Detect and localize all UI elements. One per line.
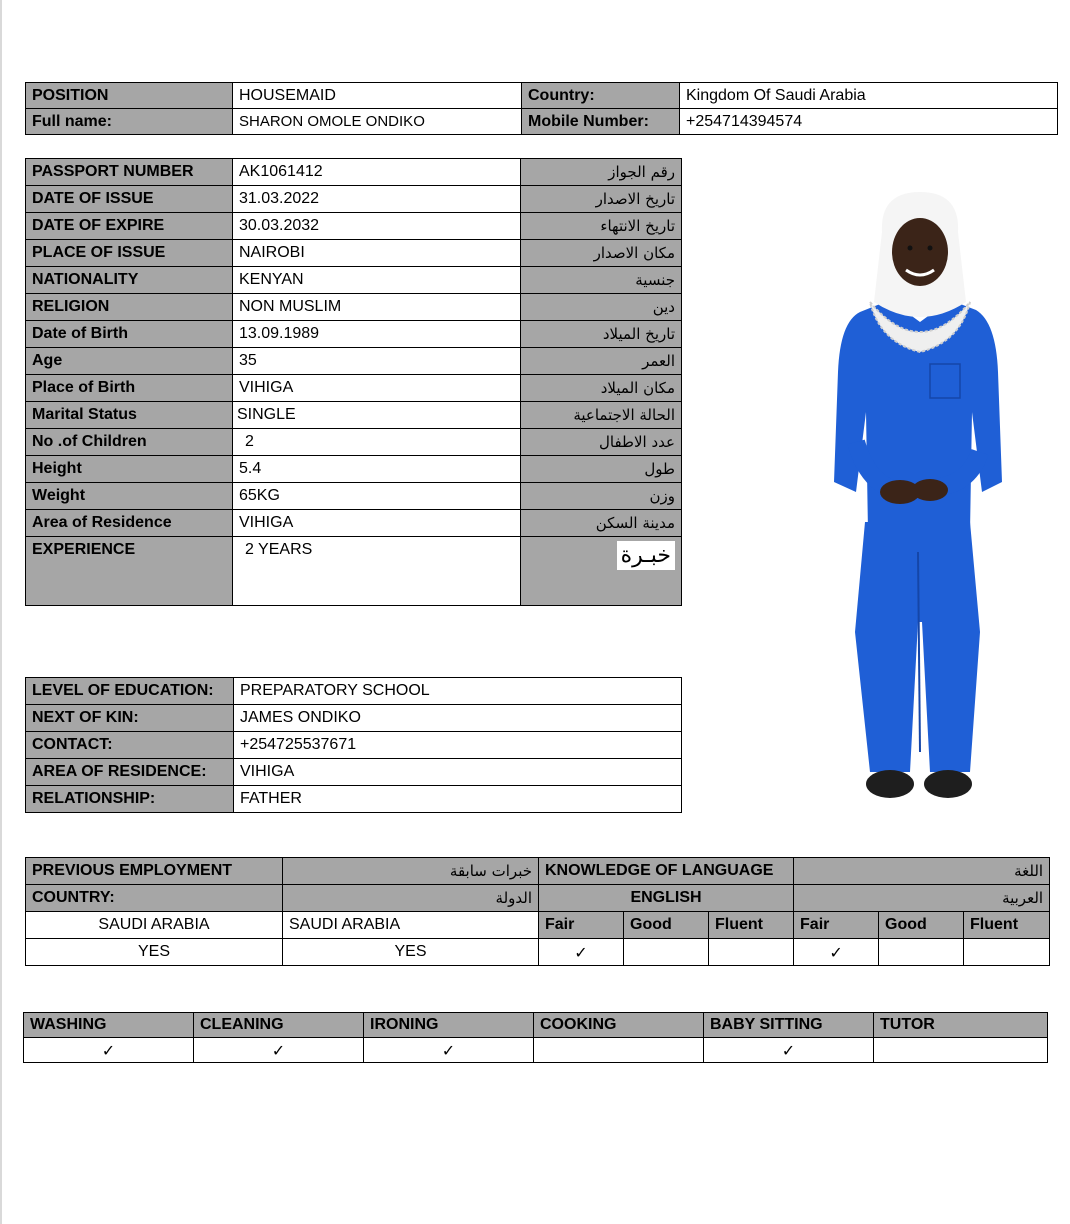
mobile-label: Mobile Number: [522,109,680,135]
detail-label: DATE OF EXPIRE [26,213,233,240]
education-value: +254725537671 [234,732,682,759]
education-label: CONTACT: [26,732,234,759]
detail-label: PLACE OF ISSUE [26,240,233,267]
detail-label: No .of Children [26,429,233,456]
skill-check: ✓ [194,1038,364,1063]
page-edge [0,0,2,1224]
details-row [26,375,682,402]
detail-value: 2 [233,429,521,456]
personal-details-table [25,158,682,606]
experience-value: 2 YEARS [233,537,521,606]
detail-arabic: تاريخ الميلاد [521,321,682,348]
details-row [26,159,682,186]
arabic-fair-check: ✓ [794,939,879,966]
position-table [25,82,1058,135]
skill-check [874,1038,1048,1063]
detail-value: KENYAN [233,267,521,294]
skills-table [23,1012,1048,1063]
education-label: RELATIONSHIP: [26,786,234,813]
arabic-language-label: العربية [794,885,1050,912]
employment-yes-2: YES [283,939,539,966]
details-row [26,402,682,429]
education-value: FATHER [234,786,682,813]
detail-value: 65KG [233,483,521,510]
detail-value: NON MUSLIM [233,294,521,321]
detail-arabic: الحالة الاجتماعية [521,402,682,429]
position-label: POSITION [26,83,233,109]
english-label: ENGLISH [539,885,794,912]
detail-arabic: وزن [521,483,682,510]
skill-label: TUTOR [874,1013,1048,1038]
detail-label: Weight [26,483,233,510]
detail-arabic: مدينة السكن [521,510,682,537]
detail-arabic: دين [521,294,682,321]
details-row [26,510,682,537]
skill-label: COOKING [534,1013,704,1038]
details-row [26,429,682,456]
arabic-fair-label: Fair [794,912,879,939]
details-row [26,456,682,483]
detail-arabic: تاريخ الانتهاء [521,213,682,240]
previous-employment-arabic: خبرات سابقة [283,858,539,885]
experience-arabic-cell [521,537,682,606]
detail-value: SINGLE [233,402,521,429]
detail-label: Marital Status [26,402,233,429]
arabic-fluent-check [964,939,1050,966]
details-row [26,213,682,240]
skill-label: IRONING [364,1013,534,1038]
education-row [26,732,682,759]
education-value: VIHIGA [234,759,682,786]
detail-label: NATIONALITY [26,267,233,294]
detail-value: 13.09.1989 [233,321,521,348]
education-value: JAMES ONDIKO [234,705,682,732]
details-row [26,483,682,510]
detail-arabic: طول [521,456,682,483]
detail-arabic: العمر [521,348,682,375]
education-table [25,677,682,813]
country-label-employment: COUNTRY: [26,885,283,912]
fullname-value: SHARON OMOLE ONDIKO [233,109,522,135]
details-row [26,294,682,321]
detail-label: RELIGION [26,294,233,321]
details-row [26,240,682,267]
english-fair-label: Fair [539,912,624,939]
skill-label: BABY SITTING [704,1013,874,1038]
skill-label: WASHING [24,1013,194,1038]
detail-arabic: مكان الميلاد [521,375,682,402]
country-arabic: الدولة [283,885,539,912]
skill-check [534,1038,704,1063]
candidate-photo [830,192,1010,817]
experience-arabic: خبـرة [617,541,675,570]
detail-value: 31.03.2022 [233,186,521,213]
detail-label: Height [26,456,233,483]
skill-check: ✓ [24,1038,194,1063]
detail-label: Place of Birth [26,375,233,402]
detail-value: VIHIGA [233,510,521,537]
detail-value: 30.03.2032 [233,213,521,240]
detail-arabic: جنسية [521,267,682,294]
english-good-label: Good [624,912,709,939]
arabic-good-label: Good [879,912,964,939]
detail-value: 5.4 [233,456,521,483]
detail-label: Area of Residence [26,510,233,537]
skill-check: ✓ [364,1038,534,1063]
detail-value: AK1061412 [233,159,521,186]
arabic-good-check [879,939,964,966]
education-row [26,678,682,705]
detail-value: VIHIGA [233,375,521,402]
skill-label: CLEANING [194,1013,364,1038]
education-row [26,759,682,786]
education-label: LEVEL OF EDUCATION: [26,678,234,705]
skills-check-row [24,1038,1048,1063]
english-good-check [624,939,709,966]
details-row [26,186,682,213]
detail-label: Age [26,348,233,375]
position-value: HOUSEMAID [233,83,522,109]
detail-label: PASSPORT NUMBER [26,159,233,186]
previous-employment-label: PREVIOUS EMPLOYMENT [26,858,283,885]
detail-arabic: عدد الاطفال [521,429,682,456]
knowledge-of-language-label: KNOWLEDGE OF LANGUAGE [539,858,794,885]
details-row [26,348,682,375]
education-value: PREPARATORY SCHOOL [234,678,682,705]
skill-check: ✓ [704,1038,874,1063]
details-row [26,321,682,348]
country-value: Kingdom Of Saudi Arabia [680,83,1058,109]
arabic-fluent-label: Fluent [964,912,1050,939]
fullname-label: Full name: [26,109,233,135]
education-label: AREA OF RESIDENCE: [26,759,234,786]
education-row [26,705,682,732]
english-fluent-label: Fluent [709,912,794,939]
details-row [26,267,682,294]
employment-language-table [25,857,1050,966]
skills-header-row [24,1013,1048,1038]
country-label: Country: [522,83,680,109]
detail-label: DATE OF ISSUE [26,186,233,213]
employment-country-2: SAUDI ARABIA [283,912,539,939]
employment-country-1: SAUDI ARABIA [26,912,283,939]
english-fluent-check [709,939,794,966]
language-arabic-title: اللغة [794,858,1050,885]
detail-value: 35 [233,348,521,375]
detail-arabic: رقم الجواز [521,159,682,186]
education-row [26,786,682,813]
education-label: NEXT OF KIN: [26,705,234,732]
detail-value: NAIROBI [233,240,521,267]
detail-arabic: مكان الاصدار [521,240,682,267]
experience-label: EXPERIENCE [26,537,233,606]
mobile-value: +254714394574 [680,109,1058,135]
english-fair-check: ✓ [539,939,624,966]
employment-yes-1: YES [26,939,283,966]
detail-label: Date of Birth [26,321,233,348]
detail-arabic: تاريخ الاصدار [521,186,682,213]
